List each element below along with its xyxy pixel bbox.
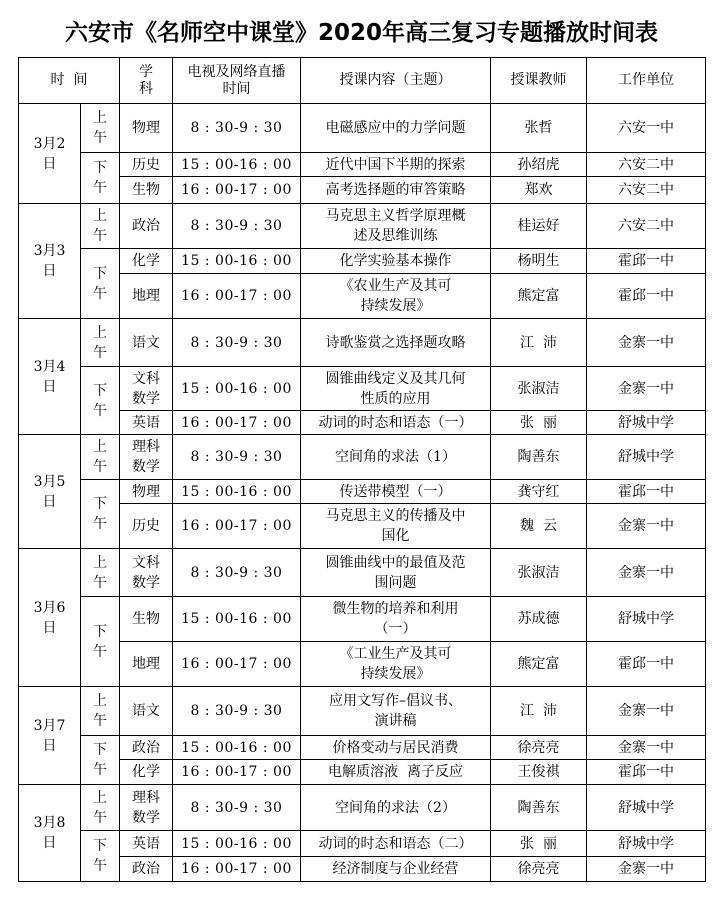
table-row: [19, 249, 706, 274]
teacher-cell: 江 沛: [491, 687, 587, 736]
table-row: [19, 736, 706, 760]
broadcast-time-cell: 8 : 30-9 : 30: [173, 319, 301, 367]
unit-cell: 霍邱一中: [587, 642, 706, 687]
teacher-cell: 杨明生: [491, 249, 587, 274]
unit-cell: 舒城中学: [587, 785, 706, 831]
am-label: 上 午: [81, 319, 120, 367]
am-label: 上 午: [81, 687, 120, 736]
teacher-cell: 张哲: [491, 104, 587, 153]
subject-cell: 文科 数学: [120, 367, 173, 411]
am-label: 上 午: [81, 104, 120, 153]
teacher-cell: 龚守红: [491, 480, 587, 504]
broadcast-time-cell: 16 : 00-17 : 00: [173, 411, 301, 435]
unit-cell: 金寨一中: [587, 687, 706, 736]
broadcast-time-cell: 16 : 00-17 : 00: [173, 274, 301, 319]
content-cell: 《工业生产及其可 持续发展》: [301, 642, 491, 687]
teacher-cell: 王俊祺: [491, 760, 587, 785]
teacher-cell: 张 丽: [491, 411, 587, 435]
subject-cell: 理科 数学: [120, 435, 173, 480]
unit-cell: 金寨一中: [587, 367, 706, 411]
date-cell: 3月7 日: [19, 687, 81, 785]
table-row: [19, 177, 706, 204]
unit-cell: 六安二中: [587, 204, 706, 249]
teacher-cell: 孙绍虎: [491, 153, 587, 177]
header-unit: 工作单位: [587, 58, 706, 104]
teacher-cell: 桂运好: [491, 204, 587, 249]
subject-cell: 生物: [120, 597, 173, 642]
unit-cell: 霍邱一中: [587, 760, 706, 785]
am-label: 上 午: [81, 785, 120, 831]
table-row: [19, 597, 706, 642]
teacher-cell: 徐亮亮: [491, 736, 587, 760]
content-cell: 动词的时态和语态（二）: [301, 831, 491, 857]
teacher-cell: 陶善东: [491, 785, 587, 831]
content-cell: 电解质溶液 离子反应: [301, 760, 491, 785]
content-cell: 空间角的求法（1）: [301, 435, 491, 480]
pm-label: 下 午: [81, 736, 120, 785]
content-cell: 化学实验基本操作: [301, 249, 491, 274]
content-cell: 圆锥曲线中的最值及范 围问题: [301, 549, 491, 597]
subject-cell: 化学: [120, 760, 173, 785]
pm-label: 下 午: [81, 153, 120, 204]
table-row: [19, 642, 706, 687]
unit-cell: 舒城中学: [587, 435, 706, 480]
content-cell: 电磁感应中的力学问题: [301, 104, 491, 153]
table-row: [19, 480, 706, 504]
broadcast-time-cell: 15 : 00-16 : 00: [173, 831, 301, 857]
header-subject: 学 科: [120, 58, 173, 104]
table-row: [19, 760, 706, 785]
subject-cell: 英语: [120, 831, 173, 857]
unit-cell: 霍邱一中: [587, 274, 706, 319]
teacher-cell: 张 丽: [491, 831, 587, 857]
content-cell: 应用文写作–倡议书、 演讲稿: [301, 687, 491, 736]
subject-cell: 物理: [120, 480, 173, 504]
table-row: [19, 435, 706, 480]
am-label: 上 午: [81, 549, 120, 597]
subject-cell: 地理: [120, 274, 173, 319]
broadcast-time-cell: 15 : 00-16 : 00: [173, 480, 301, 504]
broadcast-time-cell: 8 : 30-9 : 30: [173, 785, 301, 831]
content-cell: 马克思主义哲学原理概 述及思维训练: [301, 204, 491, 249]
teacher-cell: 张淑洁: [491, 549, 587, 597]
table-row: [19, 274, 706, 319]
content-cell: 空间角的求法（2）: [301, 785, 491, 831]
teacher-cell: 魏 云: [491, 504, 587, 549]
table-row: [19, 104, 706, 153]
date-cell: 3月4 日: [19, 319, 81, 435]
content-cell: 圆锥曲线定义及其几何 性质的应用: [301, 367, 491, 411]
subject-cell: 文科 数学: [120, 549, 173, 597]
teacher-cell: 江 沛: [491, 319, 587, 367]
content-cell: 高考选择题的审答策略: [301, 177, 491, 204]
subject-cell: 语文: [120, 319, 173, 367]
unit-cell: 金寨一中: [587, 857, 706, 882]
content-cell: 传送带模型（一）: [301, 480, 491, 504]
date-cell: 3月6 日: [19, 549, 81, 687]
unit-cell: 金寨一中: [587, 504, 706, 549]
subject-cell: 理科 数学: [120, 785, 173, 831]
content-cell: 《农业生产及其可 持续发展》: [301, 274, 491, 319]
teacher-cell: 熊定富: [491, 274, 587, 319]
broadcast-time-cell: 16 : 00-17 : 00: [173, 504, 301, 549]
content-cell: 经济制度与企业经营: [301, 857, 491, 882]
unit-cell: 六安二中: [587, 153, 706, 177]
teacher-cell: 徐亮亮: [491, 857, 587, 882]
unit-cell: 舒城中学: [587, 411, 706, 435]
table-row: [19, 411, 706, 435]
broadcast-time-cell: 8 : 30-9 : 30: [173, 435, 301, 480]
header-row: [19, 58, 706, 104]
broadcast-time-cell: 15 : 00-16 : 00: [173, 367, 301, 411]
broadcast-time-cell: 8 : 30-9 : 30: [173, 549, 301, 597]
unit-cell: 六安二中: [587, 177, 706, 204]
table-row: [19, 367, 706, 411]
subject-cell: 政治: [120, 204, 173, 249]
pm-label: 下 午: [81, 831, 120, 882]
unit-cell: 六安一中: [587, 104, 706, 153]
content-cell: 近代中国下半期的探索: [301, 153, 491, 177]
broadcast-time-cell: 8 : 30-9 : 30: [173, 104, 301, 153]
broadcast-time-cell: 16 : 00-17 : 00: [173, 177, 301, 204]
teacher-cell: 张淑洁: [491, 367, 587, 411]
table-row: [19, 504, 706, 549]
content-cell: 诗歌鉴赏之选择题攻略: [301, 319, 491, 367]
table-row: [19, 319, 706, 367]
content-cell: 微生物的培养和利用 （一）: [301, 597, 491, 642]
unit-cell: 舒城中学: [587, 597, 706, 642]
table-row: [19, 857, 706, 882]
subject-cell: 历史: [120, 153, 173, 177]
broadcast-time-cell: 16 : 00-17 : 00: [173, 760, 301, 785]
unit-cell: 金寨一中: [587, 319, 706, 367]
table-row: [19, 549, 706, 597]
unit-cell: 霍邱一中: [587, 480, 706, 504]
header-broadcast-time: 电视及网络直播 时间: [173, 58, 301, 104]
unit-cell: 金寨一中: [587, 736, 706, 760]
table-row: [19, 831, 706, 857]
broadcast-time-cell: 15 : 00-16 : 00: [173, 153, 301, 177]
table-row: [19, 153, 706, 177]
subject-cell: 生物: [120, 177, 173, 204]
broadcast-time-cell: 8 : 30-9 : 30: [173, 687, 301, 736]
subject-cell: 语文: [120, 687, 173, 736]
subject-cell: 物理: [120, 104, 173, 153]
content-cell: 动词的时态和语态（一）: [301, 411, 491, 435]
broadcast-time-cell: 15 : 00-16 : 00: [173, 736, 301, 760]
broadcast-time-cell: 15 : 00-16 : 00: [173, 249, 301, 274]
date-cell: 3月8 日: [19, 785, 81, 882]
am-label: 上 午: [81, 204, 120, 249]
date-cell: 3月5 日: [19, 435, 81, 549]
table-row: [19, 785, 706, 831]
pm-label: 下 午: [81, 367, 120, 435]
pm-label: 下 午: [81, 480, 120, 549]
table-row: [19, 204, 706, 249]
subject-cell: 化学: [120, 249, 173, 274]
broadcast-time-cell: 16 : 00-17 : 00: [173, 642, 301, 687]
page-title: 六安市《名师空中课堂》2020年高三复习专题播放时间表: [64, 20, 658, 46]
date-cell: 3月3 日: [19, 204, 81, 319]
unit-cell: 霍邱一中: [587, 249, 706, 274]
subject-cell: 地理: [120, 642, 173, 687]
teacher-cell: 熊定富: [491, 642, 587, 687]
subject-cell: 政治: [120, 857, 173, 882]
date-cell: 3月2 日: [19, 104, 81, 204]
am-label: 上 午: [81, 435, 120, 480]
teacher-cell: 郑欢: [491, 177, 587, 204]
teacher-cell: 苏成德: [491, 597, 587, 642]
unit-cell: 金寨一中: [587, 549, 706, 597]
header-content: 授课内容（主题）: [301, 58, 491, 104]
pm-label: 下 午: [81, 597, 120, 687]
schedule-table: [18, 57, 706, 882]
broadcast-time-cell: 8 : 30-9 : 30: [173, 204, 301, 249]
subject-cell: 政治: [120, 736, 173, 760]
header-time: 时 间: [19, 58, 120, 104]
content-cell: 马克思主义的传播及中 国化: [301, 504, 491, 549]
content-cell: 价格变动与居民消费: [301, 736, 491, 760]
broadcast-time-cell: 15 : 00-16 : 00: [173, 597, 301, 642]
broadcast-time-cell: 16 : 00-17 : 00: [173, 857, 301, 882]
table-row: [19, 687, 706, 736]
header-teacher: 授课教师: [491, 58, 587, 104]
subject-cell: 历史: [120, 504, 173, 549]
pm-label: 下 午: [81, 249, 120, 319]
teacher-cell: 陶善东: [491, 435, 587, 480]
subject-cell: 英语: [120, 411, 173, 435]
unit-cell: 舒城中学: [587, 831, 706, 857]
